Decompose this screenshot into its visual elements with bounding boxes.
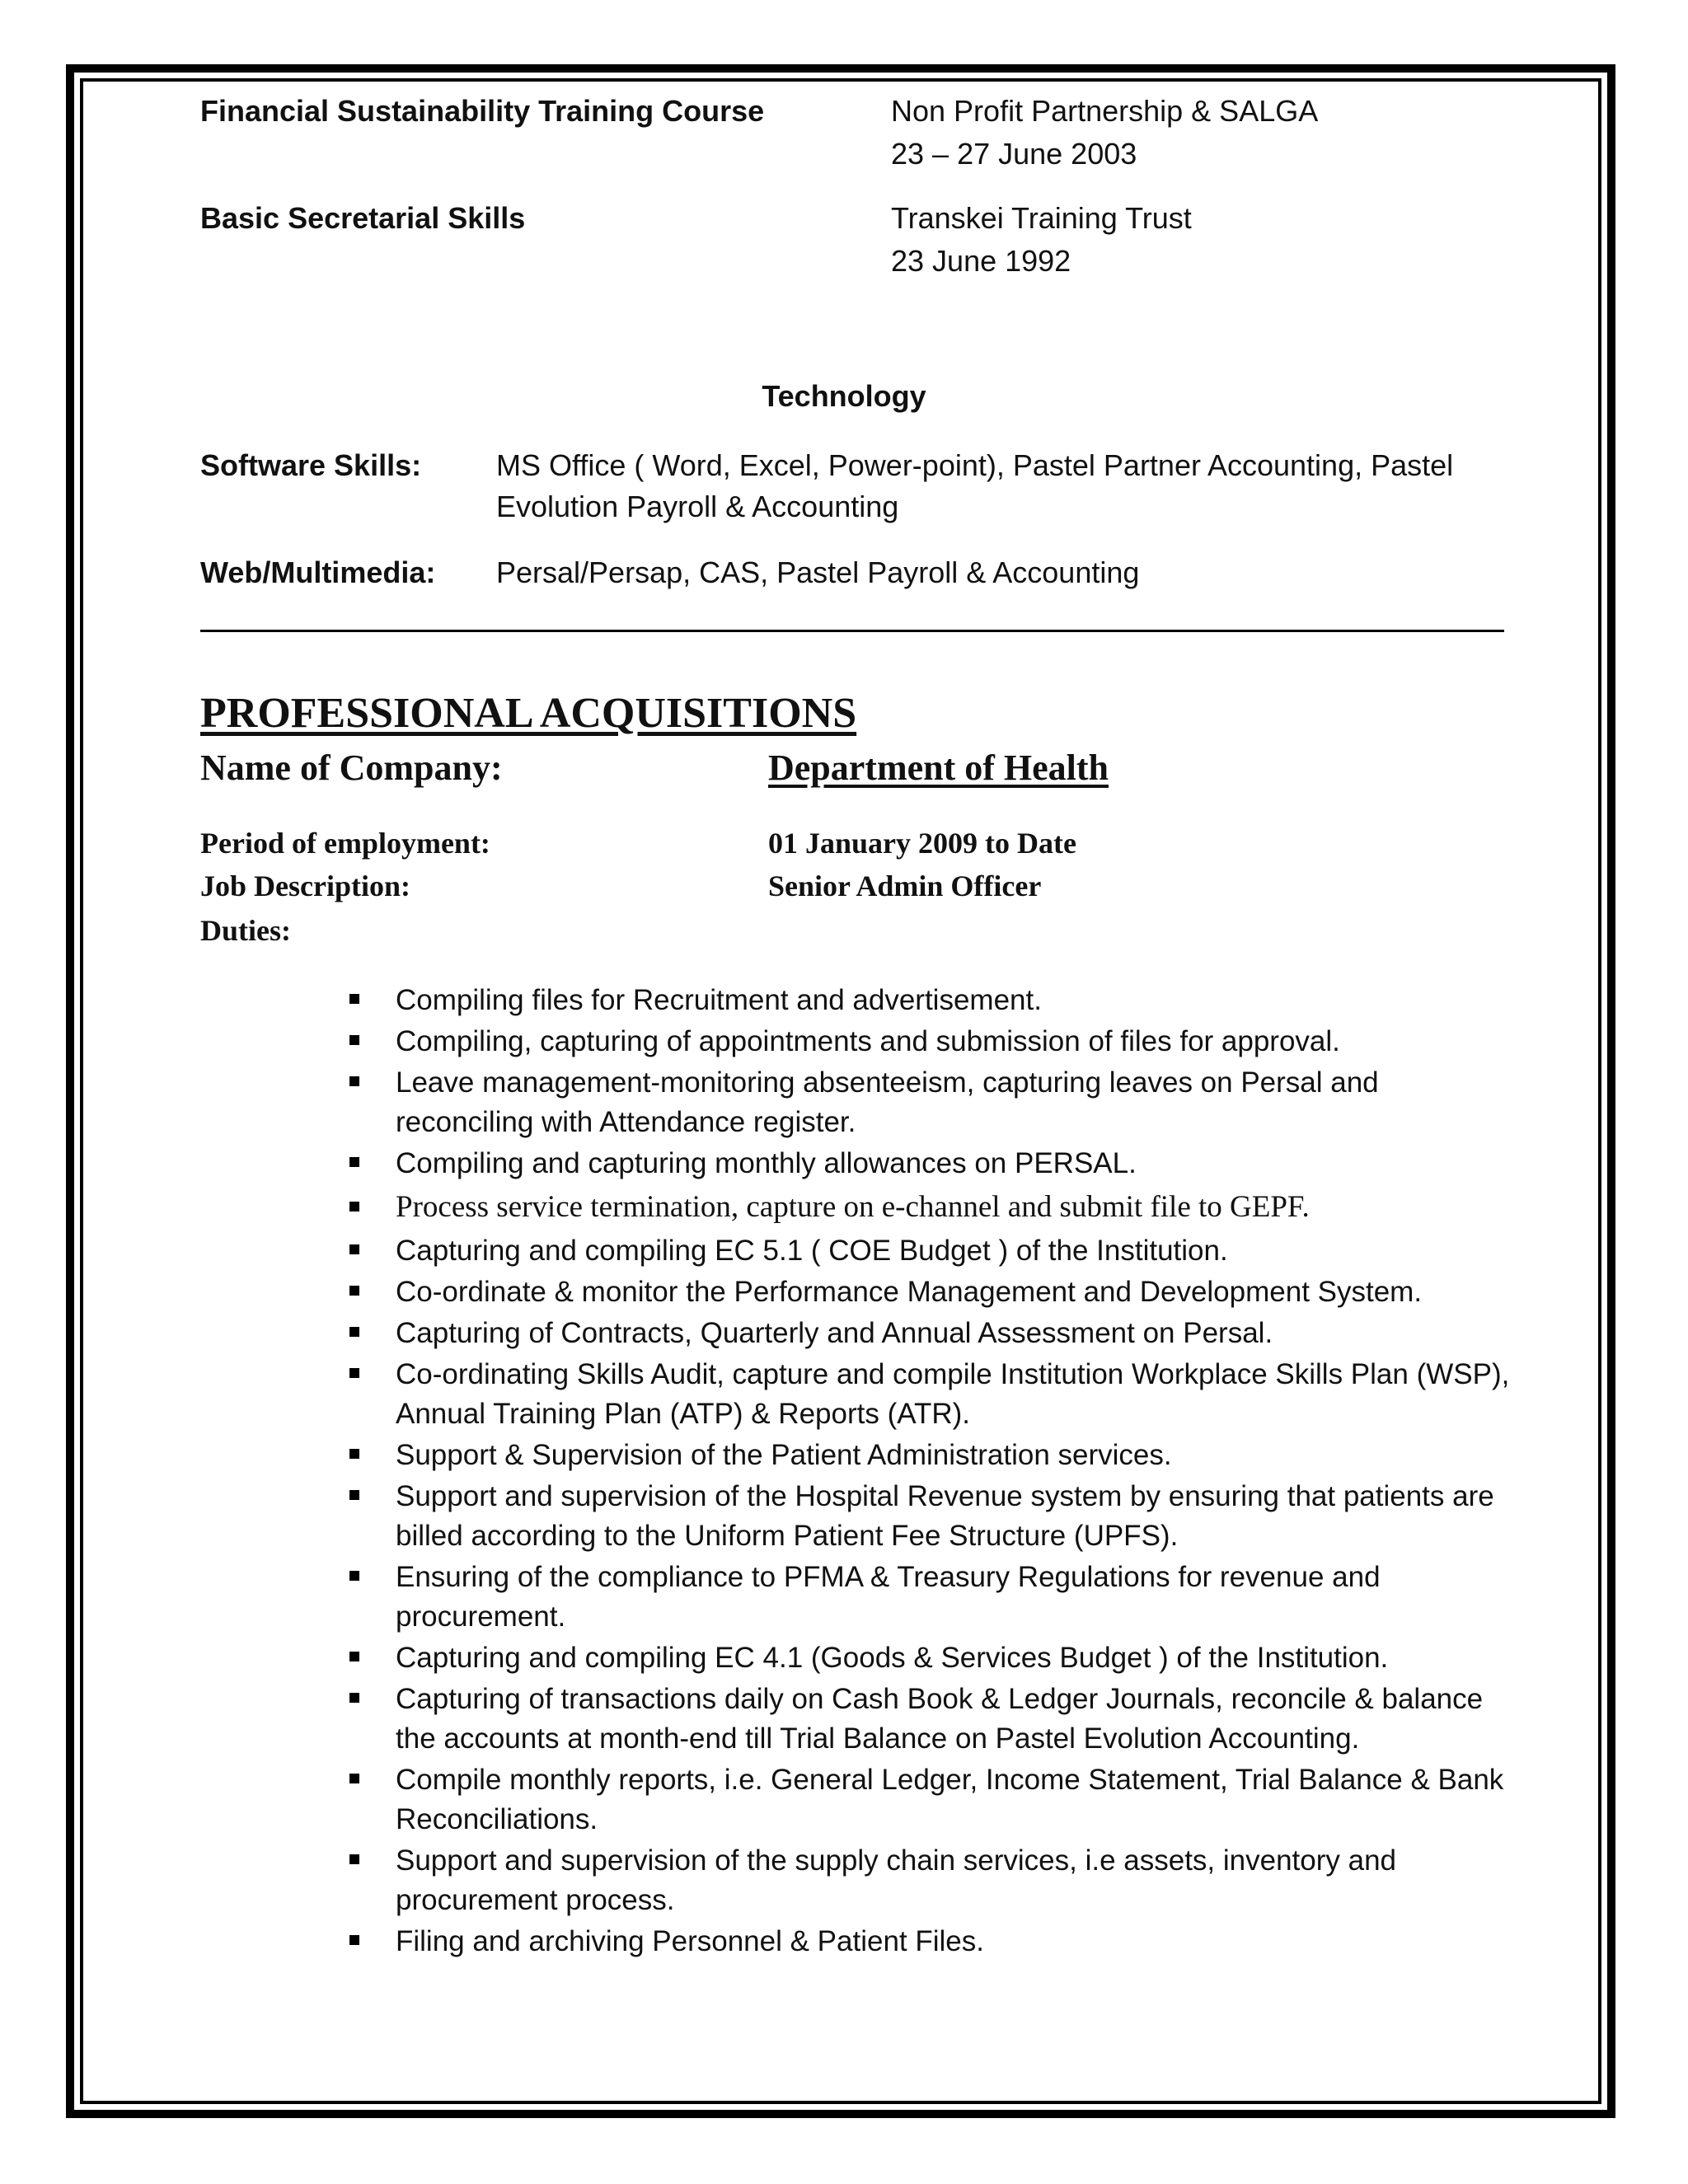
bullet-icon (349, 1490, 359, 1500)
duty-item: Compiling and capturing monthly allowances on PERSAL. (346, 1144, 1517, 1183)
bullet-icon (349, 1368, 359, 1378)
duty-item: Compile monthly reports, i.e. General Ledger, Income Statement, Trial Balance & Bank Reconciliations. (346, 1760, 1517, 1840)
duty-item: Support and supervision of the Hospital Revenue system by ensuring that patients are billed according to the Uniform Patient Fee Structure (UPFS). (346, 1477, 1517, 1556)
duty-item: Support & Supervision of the Patient Administration services. (346, 1436, 1517, 1475)
company-label: Name of Company: (200, 748, 503, 788)
duty-item: Capturing and compiling EC 4.1 (Goods & Services Budget ) of the Institution. (346, 1638, 1517, 1678)
bullet-icon (349, 1449, 359, 1459)
job-description-label: Job Description: (200, 869, 410, 902)
duties-list (346, 981, 1517, 1963)
bullet-icon (349, 1571, 359, 1581)
period-value: 01 January 2009 to Date (768, 827, 1076, 860)
duty-item: Compiling, capturing of appointments and submission of files for approval. (346, 1022, 1517, 1062)
duty-item: Capturing of Contracts, Quarterly and Annual Assessment on Persal. (346, 1314, 1517, 1353)
duty-item: Leave management-monitoring absenteeism, capturing leaves on Persal and reconciling with Attendance register. (346, 1063, 1517, 1142)
bullet-icon (349, 994, 359, 1004)
duty-item: Support and supervision of the supply chain services, i.e assets, inventory and procurement process. (346, 1841, 1517, 1920)
duty-item: Capturing of transactions daily on Cash Book & Ledger Journals, reconcile & balance the accounts at month-end till Trial Balance on Pastel Evolution Accounting. (346, 1680, 1517, 1759)
web-multimedia-value: Persal/Persap, CAS, Pastel Payroll & Accounting (496, 555, 1140, 589)
software-skills-line-2: Evolution Payroll & Accounting (496, 490, 899, 523)
job-description-value: Senior Admin Officer (768, 869, 1042, 902)
training-course-2: Basic Secretarial Skills (200, 201, 526, 235)
duty-item: Ensuring of the compliance to PFMA & Treasury Regulations for revenue and procurement. (346, 1558, 1517, 1637)
bullet-icon (349, 1286, 359, 1296)
duty-item: Compiling files for Recruitment and advertisement. (346, 981, 1517, 1020)
software-skills-line-1: MS Office ( Word, Excel, Power-point), Pastel Partner Accounting, Pastel (496, 448, 1454, 482)
training-course-1: Financial Sustainability Training Course (200, 94, 765, 128)
training-provider-2: Transkei Training Trust (891, 201, 1192, 235)
bullet-icon (349, 1652, 359, 1661)
bullet-icon (349, 1327, 359, 1337)
duty-item: Co-ordinating Skills Audit, capture and compile Institution Workplace Skills Plan (WSP), Annual Training Plan (ATP) & Reports (ATR). (346, 1355, 1517, 1434)
bullet-icon (349, 1202, 359, 1212)
technology-heading: Technology (762, 379, 926, 413)
bullet-icon (349, 1774, 359, 1783)
duty-item: Process service termination, capture on e-channel and submit file to GEPF. (346, 1185, 1517, 1230)
bullet-icon (349, 1935, 359, 1945)
duty-item: Filing and archiving Personnel & Patient Files. (346, 1922, 1517, 1961)
training-date-1: 23 – 27 June 2003 (891, 137, 1137, 171)
bullet-icon (349, 1854, 359, 1864)
bullet-icon (349, 1693, 359, 1703)
training-provider-1: Non Profit Partnership & SALGA (891, 94, 1319, 128)
training-date-2: 23 June 1992 (891, 244, 1071, 278)
duty-item: Capturing and compiling EC 5.1 ( COE Budget ) of the Institution. (346, 1231, 1517, 1271)
bullet-icon (349, 1076, 359, 1086)
duties-label: Duties: (200, 914, 291, 947)
web-multimedia-label: Web/Multimedia: (200, 555, 436, 589)
software-skills-label: Software Skills: (200, 448, 422, 482)
section-divider (200, 630, 1504, 632)
bullet-icon (349, 1157, 359, 1167)
duty-item: Co-ordinate & monitor the Performance Management and Development System. (346, 1272, 1517, 1312)
bullet-icon (349, 1035, 359, 1045)
professional-acquisitions-title: PROFESSIONAL ACQUISITIONS (200, 690, 857, 737)
period-label: Period of employment: (200, 827, 490, 860)
bullet-icon (349, 1244, 359, 1254)
company-value: Department of Health (768, 748, 1109, 788)
